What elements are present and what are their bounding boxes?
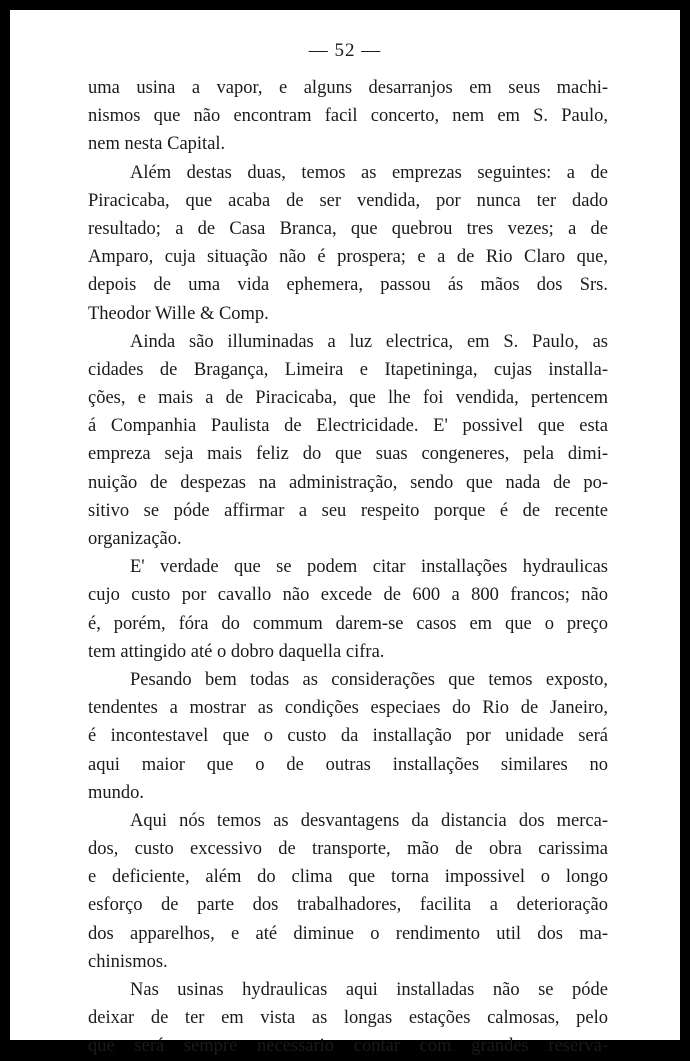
text-line: Theodor Wille & Comp. [88,303,269,324]
text-line: Piracicaba, que acaba de ser vendida, por nunca ter dado [88,190,608,211]
text-line: Ainda são illuminadas a luz electrica, em S. Paulo, as [130,331,608,352]
text-line: empreza seja mais feliz do que suas congeneres, pela dimi- [88,444,608,465]
page-number: — 52 — [308,40,382,61]
text-line: esforço de parte dos trabalhadores, facilita a deterioração [88,895,608,916]
text-line: chinismos. [88,951,168,972]
text-line: resultado; a de Casa Branca, que quebrou tres vezes; a de [88,218,608,239]
text-line: tem attingido até o dobro daquella cifra. [88,641,385,662]
text-line: deixar de ter em vista as longas estações calmosas, pelo [88,1008,608,1029]
text-line: dos apparelhos, e até diminue o rendimento util dos ma- [88,923,608,944]
text-line: que será sempre necessario contar com grandes reserva- [88,1036,608,1057]
text-line: Nas usinas hydraulicas aqui installadas não se póde [130,980,608,1000]
page-body-text [88,74,608,1061]
text-line: é, porém, fóra do commum darem-se casos em que o preço [88,613,608,634]
text-line: nuição de despezas na administração, sendo que nada de po- [88,472,608,493]
text-line: mundo. [88,782,145,803]
text-line: é incontestavel que o custo da installação por unidade será [88,726,608,747]
text-line: e deficiente, além do clima que torna impossivel o longo [88,867,608,888]
text-line: depois de uma vida ephemera, passou ás mãos dos Srs. [88,275,608,296]
text-line: ções, e mais a de Piracicaba, que lhe foi vendida, pertencem [88,388,608,409]
text-line: nismos que não encontram facil concerto, nem em S. Paulo, [88,106,608,127]
text-line: uma usina a vapor, e alguns desarranjos em seus machi- [88,78,608,98]
text-line: nem nesta Capital. [88,134,226,155]
text-line: Pesando bem todas as considerações que temos exposto, [130,669,608,690]
text-line: dos, custo excessivo de transporte, mão de obra carissima [88,839,608,860]
text-line: organização. [88,529,182,549]
text-line: Além destas duas, temos as emprezas seguintes: a de [130,162,608,183]
text-line: á Companhia Paulista de Electricidade. E' possivel que esta [88,416,608,437]
text-line: Aqui nós temos as desvantagens da distancia dos merca- [130,810,608,831]
text-line: sitivo se póde affirmar a seu respeito porque é de recente [88,500,608,521]
book-page [10,10,680,1057]
text-line: cujo custo por cavallo não excede de 600 a 800 francos; não [88,585,608,606]
text-line: E' verdade que se podem citar installações hydraulicas [130,557,608,578]
text-line: cidades de Bragança, Limeira e Itapetininga, cujas installa- [88,359,608,380]
text-line: aqui maior que o de outras installações similares no [88,754,608,775]
text-line: Amparo, cuja situação não é prospera; e a de Rio Claro que, [88,247,608,268]
text-line: tendentes a mostrar as condições especiaes do Rio de Janeiro, [88,698,608,719]
